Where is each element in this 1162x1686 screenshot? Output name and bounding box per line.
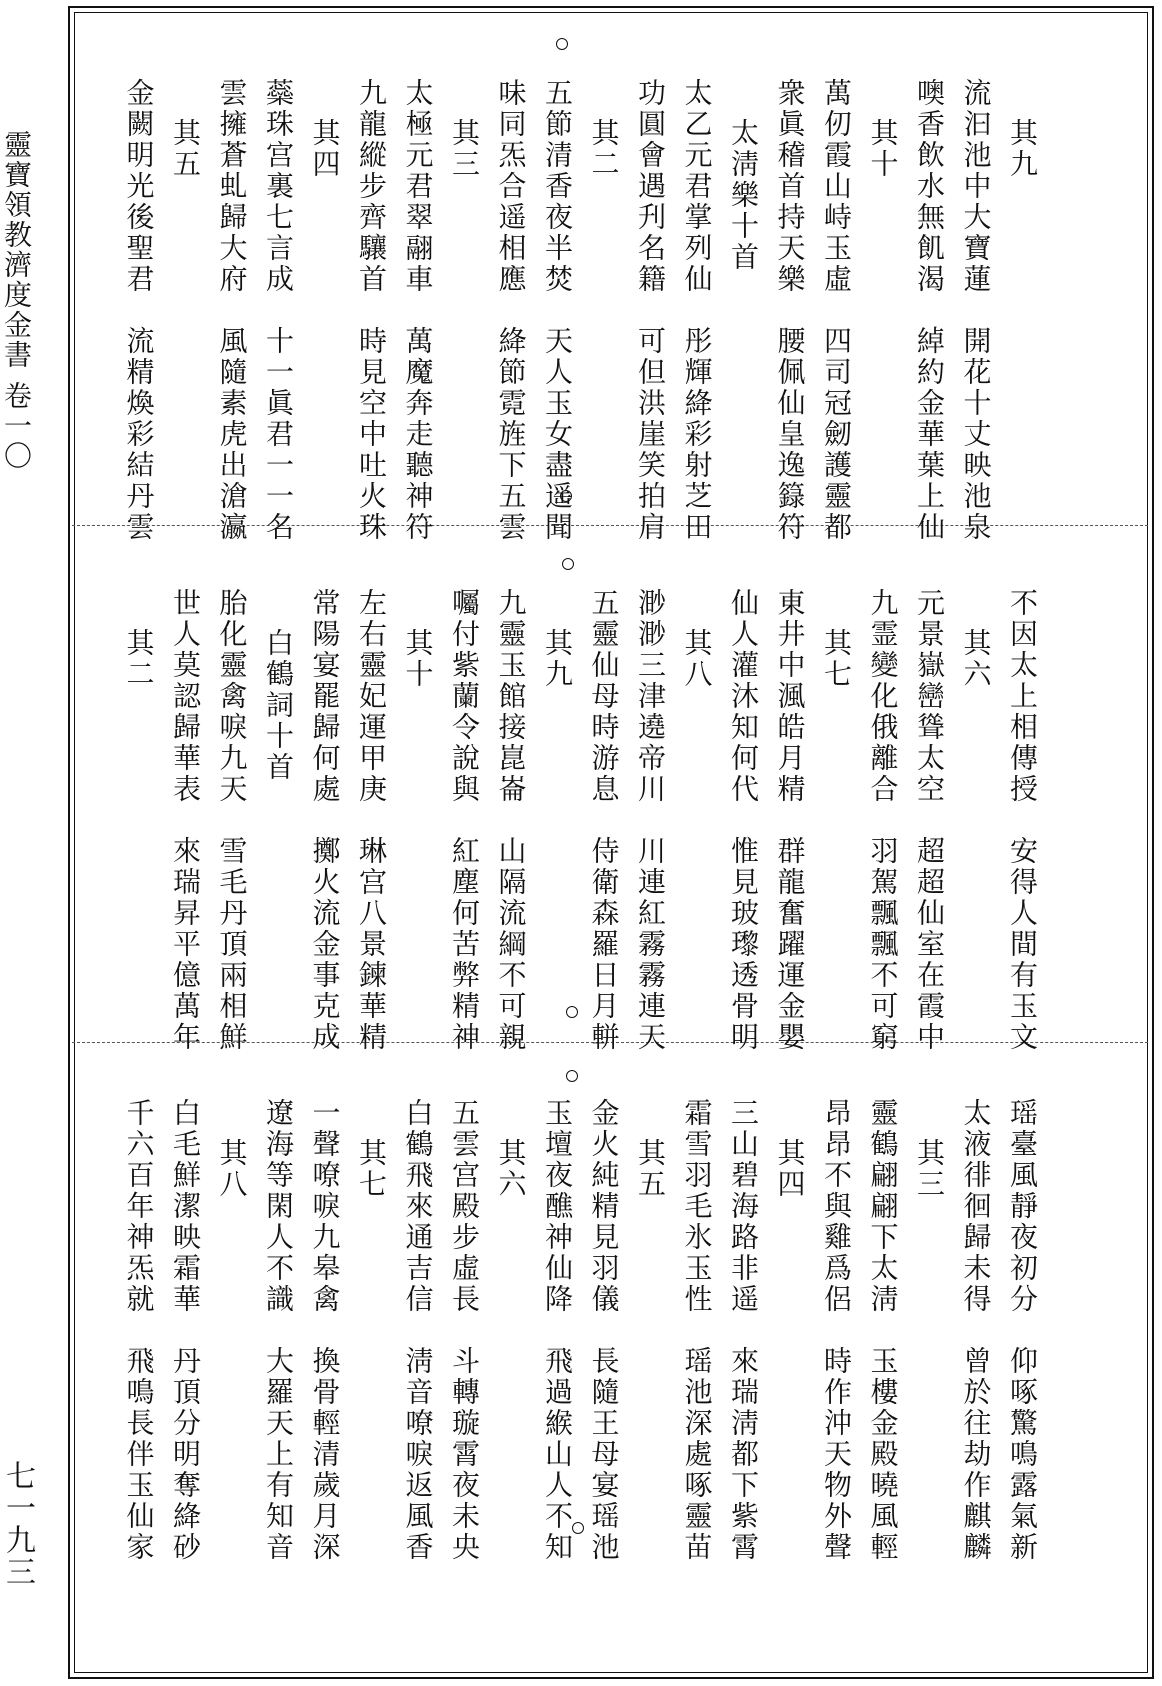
circle-mark — [566, 1070, 578, 1082]
text-column: 噢香飲水無飢渴 綽約金華葉上仙 — [913, 78, 946, 543]
circle-mark — [556, 38, 568, 50]
text-column: 其六 — [494, 1138, 528, 1200]
text-column: 昂昂不與雞爲侶 時作沖天物外聲 — [820, 1098, 853, 1563]
text-column: 金闕明光後聖君 流精煥彩結丹雲 — [122, 78, 156, 543]
text-column: 太乙元君掌列仙 彤輝絳彩射芝田 — [680, 78, 714, 543]
text-column: 仙人灌沐知何代 惟見玻瓈透骨明 — [727, 588, 760, 1053]
text-column: 九龍縱步齊驤首 時見空中吐火珠 — [355, 78, 388, 543]
text-column: 其十 — [866, 118, 900, 180]
text-column: 其六 — [959, 628, 993, 690]
text-column: 流汩池中大寶蓮 開花十丈映池泉 — [959, 78, 993, 543]
text-column: 九霊變化俄離合 羽駕飄飄不可窮 — [866, 588, 900, 1053]
text-column: 白鶴詞十首 — [262, 628, 295, 783]
text-column: 白鶴飛來通吉信 淸音嘹唳返風香 — [401, 1098, 435, 1563]
text-column: 太淸樂十首 — [727, 118, 760, 273]
text-column: 衆眞稽首持天樂 腰佩仙皇逸籙符 — [773, 78, 807, 543]
text-column: 囑付紫蘭令說與 紅塵何苦弊精神 — [448, 588, 481, 1053]
text-column: 味同炁合遥相應 絳節霓旌下五雲 — [494, 78, 528, 543]
text-column: 千六百年神炁就 飛鳴長伴玉仙家 — [122, 1098, 156, 1563]
text-column: 其九 — [541, 628, 574, 690]
text-column: 蘂珠宫裏七言成 十一眞君一一名 — [262, 78, 295, 543]
text-column: 其四 — [308, 118, 342, 180]
text-column: 霜雪羽毛氷玉性 瑶池深處啄靈苗 — [680, 1098, 714, 1563]
text-column: 不因太上相傳授 安得人間有玉文 — [1006, 588, 1039, 1053]
text-column: 雲擁蒼虬歸大府 風隨素虎出滄瀛 — [215, 78, 249, 543]
text-column: 其二 — [587, 118, 621, 180]
text-column: 其五 — [634, 1138, 667, 1200]
text-column: 金火純精見羽儀 長隨王母宴瑶池 — [587, 1098, 621, 1563]
text-column: 玉壇夜醮神仙降 飛過緱山人不知 — [541, 1098, 574, 1563]
text-column: 瑶臺風靜夜初分 仰啄驚鳴露氣新 — [1006, 1098, 1039, 1563]
text-column: 白毛鮮潔映霜華 丹頂分明奪絳砂 — [169, 1098, 202, 1563]
text-column: 五雲宫殿步虛長 斗轉璇霄夜未央 — [448, 1098, 481, 1563]
text-column: 元景嶽巒聳太空 超超仙室在霞中 — [913, 588, 946, 1053]
text-column: 其十 — [401, 628, 435, 690]
text-column: 其七 — [820, 628, 853, 690]
text-column: 渺渺三津遶帝川 川連紅霧霧連天 — [634, 588, 667, 1053]
text-column: 太極元君翠翮車 萬魔奔走聽神符 — [401, 78, 435, 543]
circle-mark — [562, 558, 574, 570]
text-column: 常陽宴罷歸何處 擲火流金事克成 — [308, 588, 342, 1053]
text-column: 其八 — [680, 628, 714, 690]
text-column: 靈鶴翩翩下太淸 玉樓金殿曉風輕 — [866, 1098, 900, 1563]
text-column: 其五 — [169, 118, 202, 180]
text-column: 五節清香夜半焚 天人玉女盡遥聞 — [541, 78, 574, 543]
circle-mark — [566, 1006, 578, 1018]
text-column: 東井中渢皓月精 群龍奮躍運金嬰 — [773, 588, 807, 1053]
text-column: 左右靈妃運甲庚 琳宫八景鍊華精 — [355, 588, 388, 1053]
text-column: 遼海等閑人不識 大羅天上有知音 — [262, 1098, 295, 1563]
page-number-margin: 七一九三 — [0, 1460, 35, 1588]
text-column: 世人莫認歸華表 來瑞昇平億萬年 — [169, 588, 202, 1053]
text-column: 其二 — [122, 628, 156, 690]
text-column: 功圓會遇刋名籍 可但洪崖笑拍肩 — [634, 78, 667, 543]
text-column: 萬仞霞山峙玉虛 四司冠劒護靈都 — [820, 78, 853, 543]
text-column: 胎化靈禽唳九天 雪毛丹頂兩相鮮 — [215, 588, 249, 1053]
text-column: 其三 — [448, 118, 481, 180]
book-title-margin: 靈寶領教濟度金書 卷一〇 — [0, 130, 33, 471]
text-column: 其四 — [773, 1138, 807, 1200]
text-column: 其八 — [215, 1138, 249, 1200]
text-column: 一聲嘹唳九皋禽 換骨輕清歲月深 — [308, 1098, 342, 1563]
text-column: 三山碧海路非遥 來瑞淸都下紫霄 — [727, 1098, 760, 1563]
text-column: 五靈仙母時游息 侍衛森羅日月軿 — [587, 588, 621, 1053]
text-column: 其七 — [355, 1138, 388, 1200]
text-column: 太液徘徊歸未得 曾於往劫作麒麟 — [959, 1098, 993, 1563]
text-column: 其九 — [1006, 118, 1039, 180]
text-column: 其三 — [913, 1138, 946, 1200]
text-column: 九靈玉館接崑崙 山隔流綱不可親 — [494, 588, 528, 1053]
